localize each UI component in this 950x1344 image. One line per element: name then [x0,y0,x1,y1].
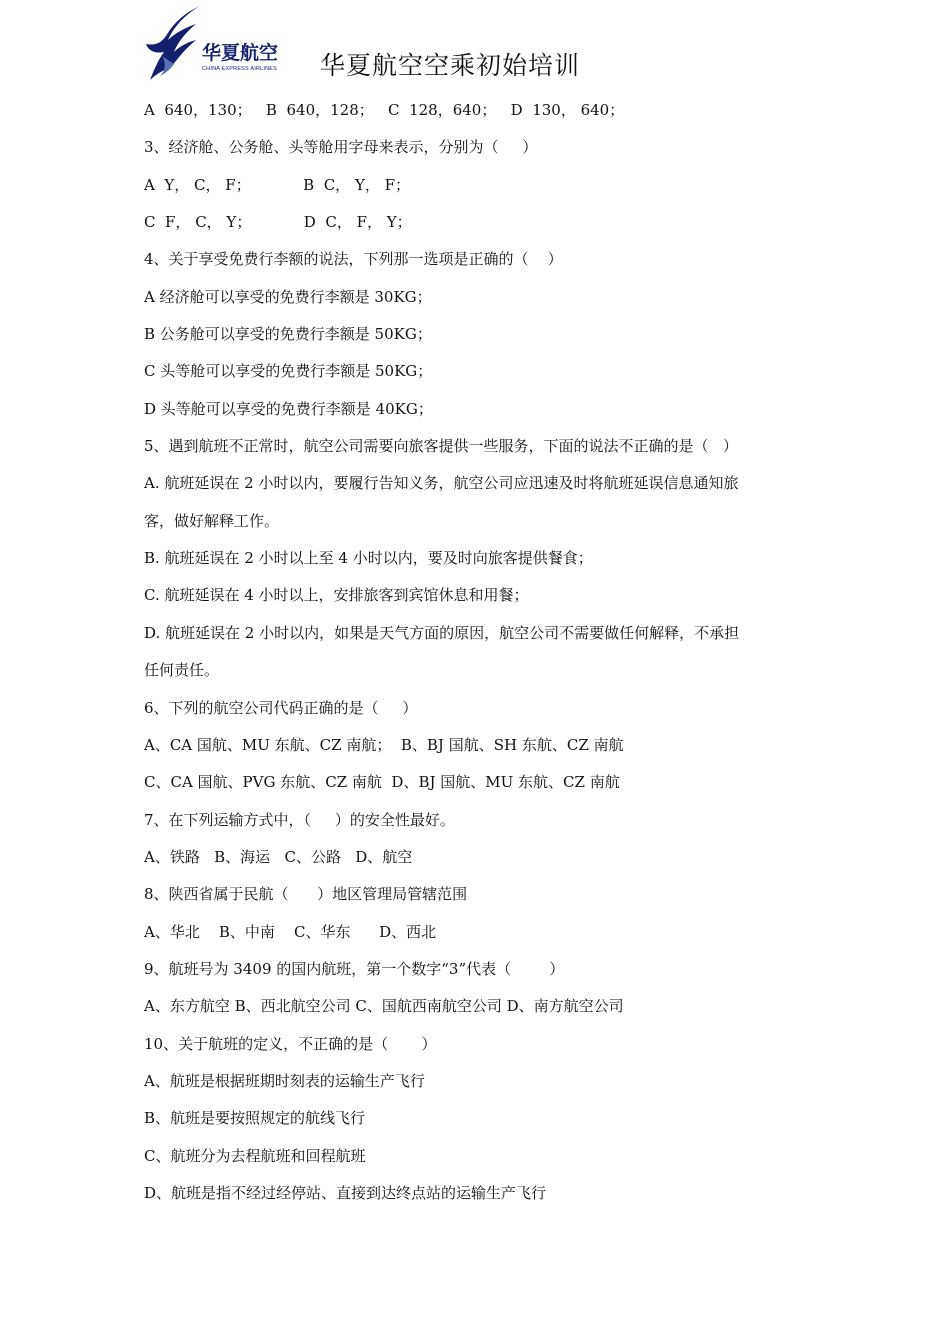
china-express-logo [144,4,294,84]
logo-text-en: CHINA EXPRESS AIRLINES [202,66,278,72]
question-line: 5、遇到航班不正常时，航空公司需要向旅客提供一些服务，下面的说法不正确的是（ ） [144,437,738,456]
question-line: 8、陕西省属于民航（ ）地区管理局管辖范围 [144,885,468,904]
option-line: D. 航班延误在 2 小时以内，如果是天气方面的原因，航空公司不需要做任何解释，不承担 [144,623,740,642]
question-line: 10、关于航班的定义，不正确的是（ ） [144,1034,437,1053]
option-line: A、铁路 B、海运 C、公路 D、航空 [144,847,413,866]
page-header [144,4,664,84]
question-line: 6、下列的航空公司代码正确的是（ ） [144,698,418,717]
option-line: B. 航班延误在 2 小时以上至 4 小时以内，要及时向旅客提供餐食； [144,549,593,568]
document-body [144,92,816,1212]
option-line-continued: 任何责任。 [144,661,220,680]
question-line: 7、在下列运输方式中，（ ）的安全性最好。 [144,810,455,829]
option-line: A、航班是根据班期时刻表的运输生产飞行 [144,1071,425,1090]
option-line: A 经济舱可以享受的免费行李额是 30KG； [144,287,432,306]
option-line: A、华北 B、中南 C、华东 D、西北 [144,922,437,941]
option-line: A、东方航空 B、西北航空公司 C、国航西南航空公司 D、南方航空公司 [144,997,624,1016]
option-line: B 公务舱可以享受的免费行李额是 50KG； [144,325,432,344]
option-line: A 640，130； B 640，128； C 128，640； D 130， 640； [144,101,625,119]
document-title: 华夏航空空乘初始培训 [320,51,581,80]
question-line: 4、关于享受免费行李额的说法，下列那一选项是正确的（ ） [144,250,563,269]
option-line: C、CA 国航、PVG 东航、CZ 南航 D、BJ 国航、MU 东航、CZ 南航 [144,773,620,792]
option-line: A. 航班延误在 2 小时以内，要履行告知义务，航空公司应迅速及时将航班延误信息通知旅 [144,474,739,493]
option-line: B、航班是要按照规定的航线飞行 [144,1109,366,1128]
option-line: C、航班分为去程航班和回程航班 [144,1146,366,1165]
option-line: C. 航班延误在 4 小时以上，安排旅客到宾馆休息和用餐； [144,586,529,605]
option-line: C 头等舱可以享受的免费行李额是 50KG； [144,362,433,381]
option-line: D 头等舱可以享受的免费行李额是 40KG； [144,399,433,418]
option-line: D、航班是指不经过经停站、直接到达终点站的运输生产飞行 [144,1183,547,1202]
option-line: A、CA 国航、MU 东航、CZ 南航； B、BJ 国航、SH 东航、CZ 南航 [144,735,624,754]
option-line: C F， C， Y； D C， F， Y； [144,213,412,232]
bird-wing-icon [144,4,204,84]
option-line: A Y， C， F； B C， Y， F； [144,175,411,194]
question-line: 3、经济舱、公务舱、头等舱用字母来表示，分别为（ ） [144,138,538,157]
logo-text-cn: 华夏航空 [202,42,279,64]
question-line: 9、航班号为 3409 的国内航班，第一个数字“3”代表（ ） [144,959,565,978]
option-line-continued: 客，做好解释工作。 [144,511,280,530]
